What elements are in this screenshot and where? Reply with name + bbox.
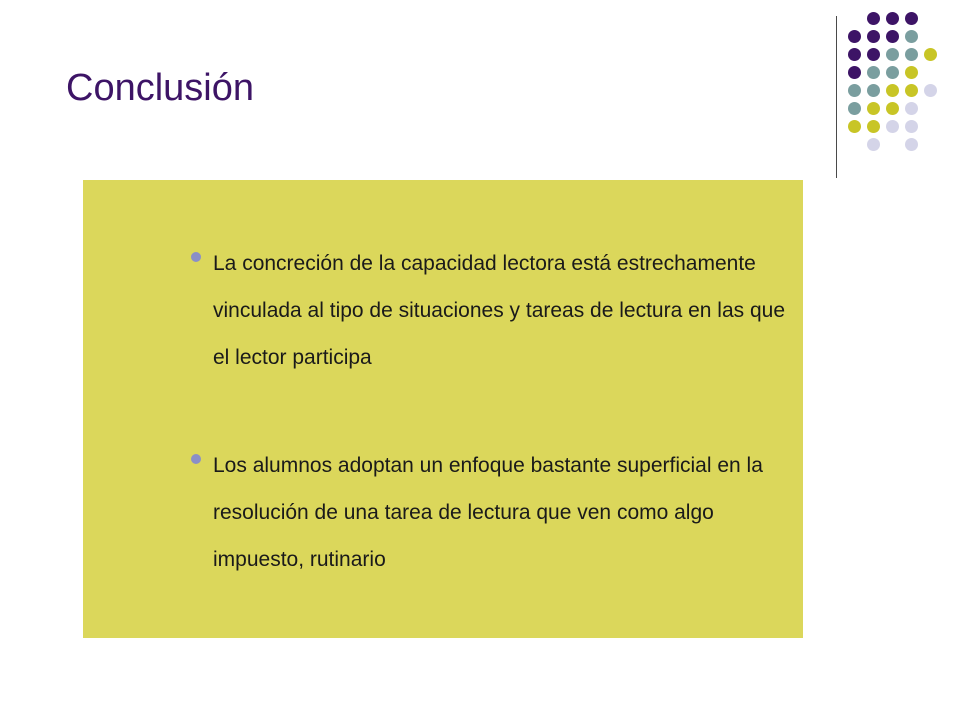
decorative-dot	[867, 12, 880, 25]
decorative-dot	[905, 138, 918, 151]
decorative-dot	[867, 120, 880, 133]
decorative-dot	[905, 48, 918, 61]
bullet-text: La concreción de la capacidad lectora está estrechamente vinculada al tipo de situaciones y tareas de lectura en las que el lector participa	[213, 252, 786, 369]
decorative-dot	[848, 84, 861, 97]
bullet-item-2	[213, 442, 803, 583]
decorative-dot	[905, 102, 918, 115]
decorative-dot	[867, 138, 880, 151]
bullet-marker-icon	[191, 454, 201, 464]
content-box	[83, 180, 803, 638]
decorative-divider-line	[836, 16, 837, 178]
bullet-text: Los alumnos adoptan un enfoque bastante superficial en la resolución de una tarea de lectura que ven como algo impuesto, rutinario	[213, 454, 763, 571]
decorative-dot	[886, 84, 899, 97]
decorative-dot	[886, 66, 899, 79]
decorative-dot	[848, 30, 861, 43]
decorative-dot	[867, 30, 880, 43]
decorative-dot	[905, 84, 918, 97]
slide-title: Conclusión	[66, 67, 254, 109]
decorative-dot	[886, 48, 899, 61]
decorative-dot	[905, 30, 918, 43]
decorative-dot	[905, 120, 918, 133]
decorative-dot	[848, 102, 861, 115]
bullet-item-1	[213, 240, 803, 381]
decorative-dot	[848, 120, 861, 133]
decorative-dot	[905, 12, 918, 25]
decorative-dot	[905, 66, 918, 79]
decorative-dot	[848, 48, 861, 61]
decorative-dot	[886, 120, 899, 133]
decorative-dot	[886, 102, 899, 115]
decorative-dot	[886, 12, 899, 25]
decorative-dot	[924, 48, 937, 61]
decorative-dot	[848, 66, 861, 79]
bullet-marker-icon	[191, 252, 201, 262]
decorative-dot	[886, 30, 899, 43]
decorative-dot-grid	[848, 12, 950, 156]
decorative-dot	[867, 84, 880, 97]
decorative-dot	[867, 48, 880, 61]
decorative-dot	[924, 84, 937, 97]
decorative-dot	[867, 102, 880, 115]
decorative-dot	[867, 66, 880, 79]
